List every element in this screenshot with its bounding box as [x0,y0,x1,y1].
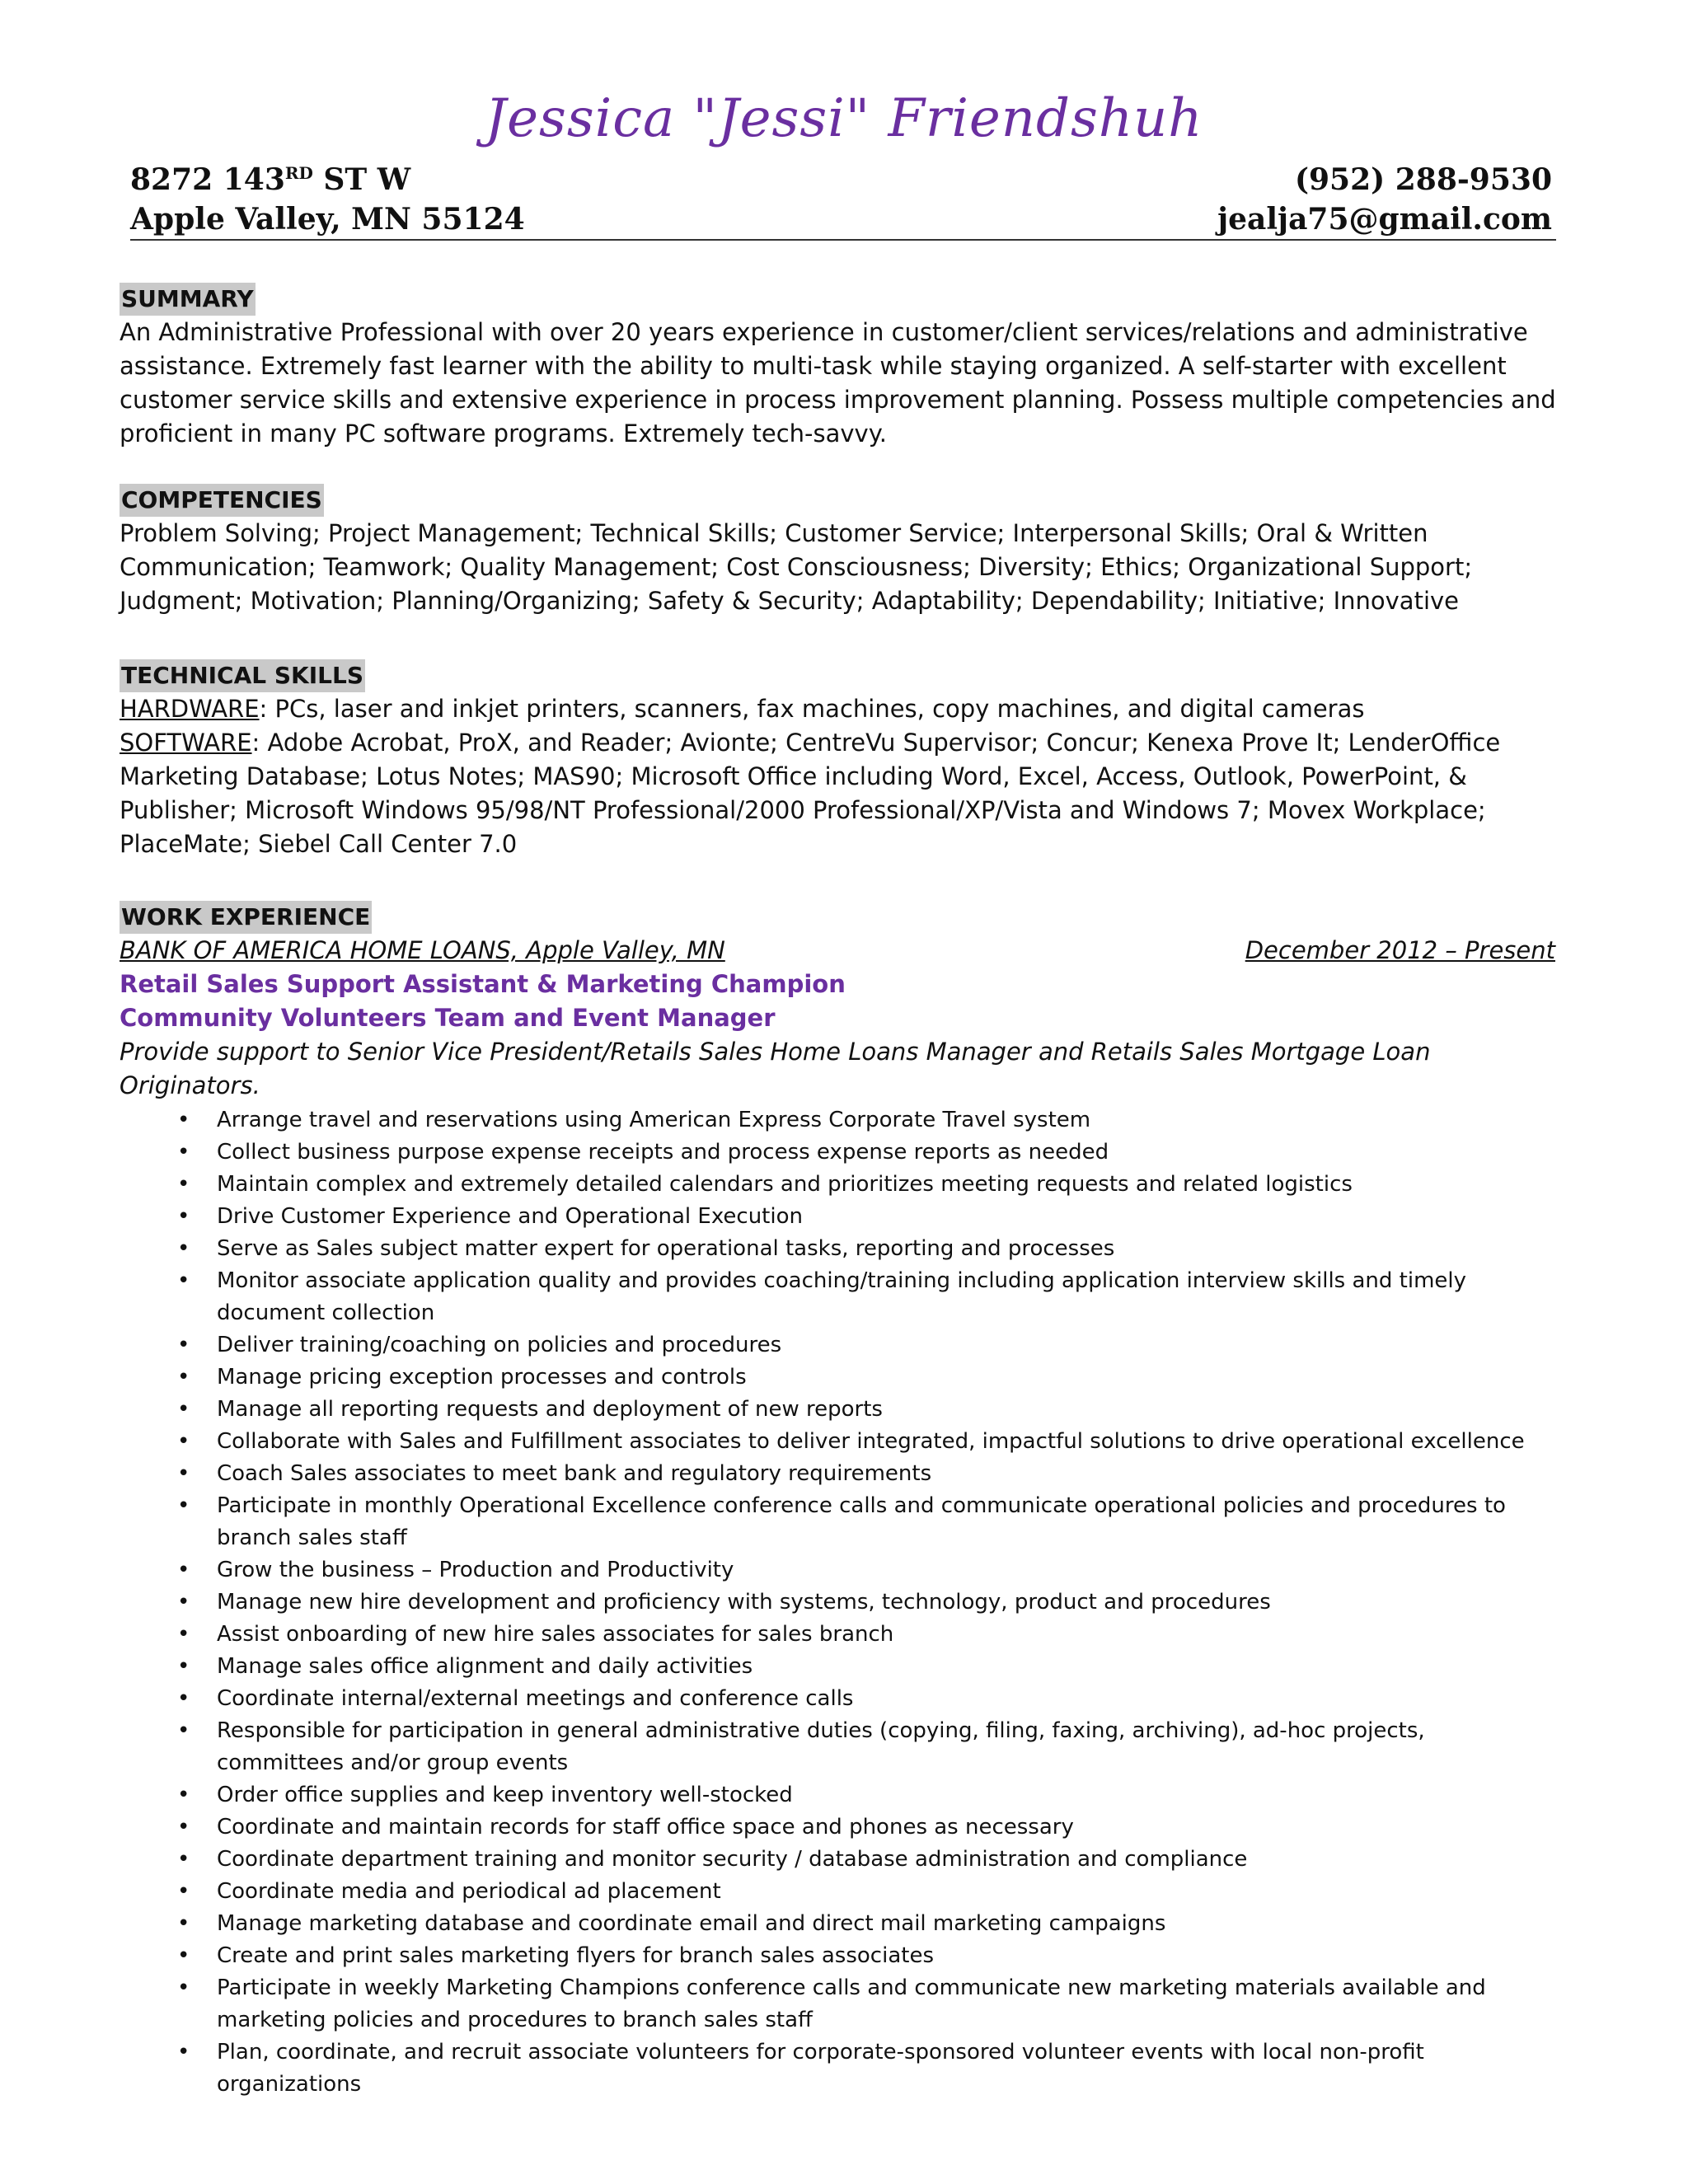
duty-text: Manage marketing database and coordinate email and direct mail marketing campaigns [217,1911,1166,1936]
duty-text: Deliver training/coaching on policies and procedures [217,1333,782,1357]
bullet-icon: • [177,1654,190,1679]
bullet-icon: • [177,1783,190,1807]
duty-list-item [120,1876,1555,1908]
duty-list-item [120,1908,1555,1940]
hardware-line [120,692,1562,726]
duty-list-item [120,1233,1555,1265]
job-title-primary: Retail Sales Support Assistant & Marketing Champion [120,970,846,998]
header-divider [130,239,1556,241]
duty-text: Coordinate internal/external meetings and conference calls [217,1686,854,1711]
city-state-zip: Apple Valley, MN 55124 [130,202,525,237]
email-address: jealja75@gmail.com [1217,202,1552,237]
bullet-icon: • [177,1108,190,1132]
duty-list-item [120,1265,1555,1329]
duty-text: Collect business purpose expense receipts and process expense reports as needed [217,1140,1109,1165]
duty-text: Monitor associate application quality and provides coaching/training including application interview skills and timely document collection [217,1268,1467,1325]
duty-list-item [120,1554,1555,1586]
duty-list-item [120,1426,1555,1458]
duty-list-item [120,1137,1555,1169]
bullet-icon: • [177,1622,190,1647]
duty-list-item [120,1972,1555,2036]
duty-list-item [120,1811,1555,1844]
bullet-icon: • [177,1847,190,1872]
duty-text: Serve as Sales subject matter expert for operational tasks, reporting and processes [217,1236,1115,1261]
contact-row-1 [130,162,1552,198]
employer-name: BANK OF AMERICA HOME LOANS, Apple Valley, MN [120,936,725,964]
summary-heading: SUMMARY [120,283,256,316]
duty-list-item [120,1619,1555,1651]
bullet-icon: • [177,1686,190,1711]
hardware-label: HARDWARE [120,695,260,723]
bullet-icon: • [177,1943,190,1968]
duty-text: Create and print sales marketing flyers for branch sales associates [217,1943,934,1968]
duty-text: Grow the business – Production and Productivity [217,1558,734,1582]
duty-list-item [120,1651,1555,1683]
duty-text: Manage sales office alignment and daily activities [217,1654,753,1679]
duty-text: Coordinate department training and monitor security / database administration and compliance [217,1847,1248,1872]
duty-text: Maintain complex and extremely detailed calendars and prioritizes meeting requests and related logistics [217,1172,1353,1197]
bullet-icon: • [177,1590,190,1615]
contact-row-2 [130,201,1552,237]
bullet-icon: • [177,1879,190,1904]
duty-text: Order office supplies and keep inventory well-stocked [217,1783,793,1807]
duty-text: Arrange travel and reservations using American Express Corporate Travel system [217,1108,1091,1132]
duty-text: Plan, coordinate, and recruit associate volunteers for corporate-sponsored volunteer events with local non-profit organizations [217,2040,1424,2097]
summary-section [120,283,1562,451]
bullet-icon: • [177,1461,190,1486]
bullet-icon: • [177,1429,190,1454]
street-number: 8272 143 [130,162,285,197]
competencies-section [120,484,1562,618]
software-line [120,726,1562,861]
duty-list-item [120,1169,1555,1201]
job-title-secondary: Community Volunteers Team and Event Manager [120,1004,776,1032]
street-suffix-superscript: RD [284,163,313,183]
bullet-icon: • [177,1365,190,1390]
duty-list-item [120,1586,1555,1619]
duty-text: Assist onboarding of new hire sales associates for sales branch [217,1622,894,1647]
bullet-icon: • [177,1236,190,1261]
bullet-icon: • [177,1718,190,1743]
street-address [130,162,410,197]
duty-list-item [120,1201,1555,1233]
bullet-icon: • [177,1911,190,1936]
phone-number: (952) 288-9530 [1294,162,1552,197]
duty-text: Drive Customer Experience and Operational Execution [217,1204,803,1229]
software-text: : Adobe Acrobat, ProX, and Reader; Avionte; CentreVu Supervisor; Concur; Kenexa Prove It; LenderOffice Marketing Database; Lotus Notes; MAS90; Microsoft Office including Word, Excel, Access, Outlook, PowerPoint, & Publisher; Microsoft Windows 95/98/NT Professional/2000 Professional/XP/Vista and Windows 7; Movex Workplace; PlaceMate; Siebel Call Center 7.0 [120,729,1501,858]
summary-text: An Administrative Professional with over 20 years experience in customer/client services/relations and administrative assistance. Extremely fast learner with the ability to multi-task while staying organized. A self-starter with excellent customer service skills and extensive experience in process improvement planning. Possess multiple competencies and proficient in many PC software programs. Extremely tech-savvy. [120,318,1556,448]
duty-text: Participate in monthly Operational Excellence conference calls and communicate operational policies and procedures to branch sales staff [217,1493,1506,1550]
bullet-icon: • [177,1815,190,1840]
duty-list-item [120,1683,1555,1715]
bullet-icon: • [177,1558,190,1582]
candidate-name: Jessica "Jessi" Friendshuh [485,88,1203,149]
duty-text: Coach Sales associates to meet bank and regulatory requirements [217,1461,932,1486]
duty-text: Coordinate and maintain records for staff office space and phones as necessary [217,1815,1074,1840]
duty-list-item [120,1715,1555,1779]
street-name: ST W [312,162,411,197]
bullet-icon: • [177,1493,190,1518]
duty-list-item [120,1361,1555,1394]
duty-text: Manage pricing exception processes and controls [217,1365,747,1390]
duty-text: Collaborate with Sales and Fulfillment associates to deliver integrated, impactful solutions to drive operational excellence [217,1429,1525,1454]
competencies-heading: COMPETENCIES [120,484,324,517]
duty-list-item [120,1779,1555,1811]
duty-text: Manage all reporting requests and deployment of new reports [217,1397,883,1422]
duty-list-item [120,1940,1555,1972]
bullet-icon: • [177,1172,190,1197]
bullet-icon: • [177,1204,190,1229]
hardware-text: : PCs, laser and inkjet printers, scanners, fax machines, copy machines, and digital cameras [259,695,1365,723]
technical-skills-section [120,659,1562,861]
duty-list-item [120,1104,1555,1137]
job-description: Provide support to Senior Vice President/Retails Sales Home Loans Manager and Retails Sales Mortgage Loan Originators. [120,1038,1431,1099]
duty-list-item [120,1458,1555,1490]
duty-list-item [120,1844,1555,1876]
bullet-icon: • [177,1397,190,1422]
employer-line [120,934,1555,968]
duties-list [120,1104,1562,2101]
technical-skills-heading: TECHNICAL SKILLS [120,659,365,692]
duty-list-item [120,1490,1555,1554]
employment-dates: December 2012 – Present [1245,936,1555,964]
duty-list-item [120,1329,1555,1361]
bullet-icon: • [177,1268,190,1293]
duty-list-item [120,2036,1555,2101]
bullet-icon: • [177,1333,190,1357]
bullet-icon: • [177,2040,190,2064]
software-label: SOFTWARE [120,729,252,757]
work-experience-heading: WORK EXPERIENCE [120,901,372,934]
duty-list-item [120,1394,1555,1426]
competencies-text: Problem Solving; Project Management; Technical Skills; Customer Service; Interpersonal Skills; Oral & Written Communication; Teamwork; Quality Management; Cost Consciousness; Diversity; Ethics; Organizational Support; Judgment; Motivation; Planning/Organizing; Safety & Security; Adaptability; Dependability; Initiative; Innovative [120,519,1473,615]
bullet-icon: • [177,1140,190,1165]
work-experience-section [120,901,1562,2101]
duty-text: Participate in weekly Marketing Champions conference calls and communicate new marketing materials available and marketing policies and procedures to branch sales staff [217,1975,1486,2032]
bullet-icon: • [177,1975,190,2000]
duty-text: Manage new hire development and proficiency with systems, technology, product and procedures [217,1590,1271,1615]
duty-text: Coordinate media and periodical ad placement [217,1879,721,1904]
duty-text: Responsible for participation in general administrative duties (copying, filing, faxing, archiving), ad-hoc projects, committees and/or group events [217,1718,1425,1775]
